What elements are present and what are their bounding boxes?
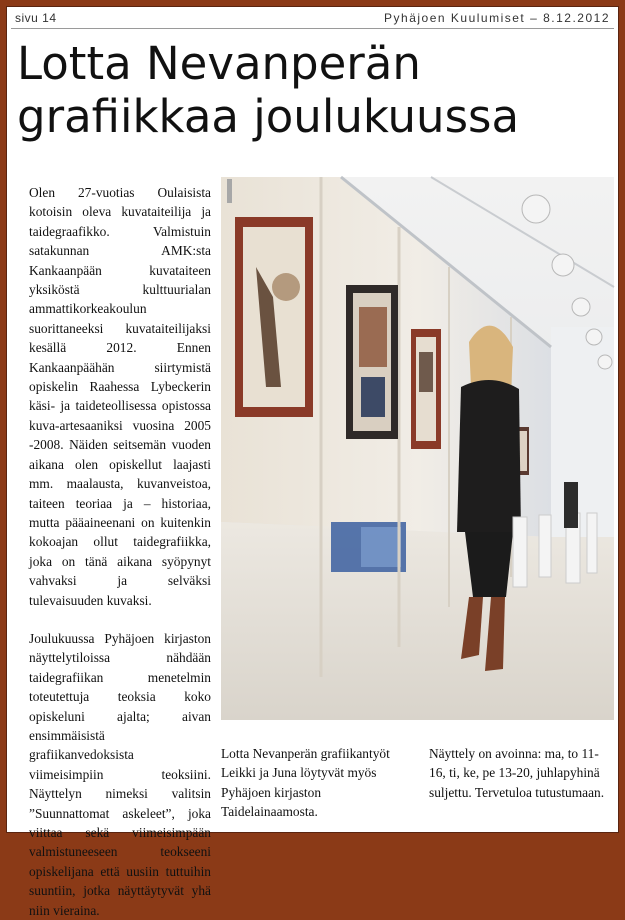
article-headline: Lotta Nevanperän grafiikkaa joulukuussa <box>17 37 520 143</box>
body-paragraph-2: Joulukuussa Pyhäjoen kirjaston näyttelytiloissa nähdään taidegrafiikan menetelmin toteutettuja teoksia koko opiskeluni ajalta; aivan ensimmäisistä grafiikanvedoksista viimeisimpiin teoksiini. Näyttelyn nimeksi valitsin ”Suunnattomat askeleet”, joka viittaa sekä viimeisimpään valmistuneeseen teokseeni opiskelijana että uusiin tuttuihin suuntiin, jotka näyttäytyvät yhä niin vieraina. <box>29 630 211 918</box>
photo-caption: Lotta Nevanperän grafiikantyöt Leikki ja Juna löytyvät myös Pyhäjoen kirjaston Taidelainaamosta. <box>221 746 390 820</box>
newspaper-page <box>6 6 619 918</box>
body-paragraph-1: Olen 27-vuotias Oulaisista kotoisin oleva kuvataiteilija ja taidegraafikko. Valmistuin satakunnan AMK:sta Kankaanpään kuvataiteen yksiköstä kulttuurialan ammattikorkeakoulun suorittaneeksi kuvataiteilijaksi kesällä 2012. Ennen Kankaanpäähän siirtymistä opiskelin Raahessa Lybeckerin käsi- ja taideteollisessa opistossa kuva-artesaaniksi vuosina 2005 -2008. Näiden seitsemän vuoden aikana olen opiskellut laajasti mm. maalausta, kuvanveistoa, taiteen teoriaa ja – historiaa, mutta pääaineenani on kuitenkin kokoajan ollut taidegrafiikka, joka on tänä aikana syöpynyt vahvaksi ja selväksi tulevaisuuden kuvaksi. <box>29 185 211 608</box>
gallery-floor <box>221 522 614 720</box>
opening-hours-caption: Näyttely on avoinna: ma, to 11-16, ti, ke, pe 13-20, juhlapyhinä suljettu. Tervetuloa tutustumaan. <box>429 746 605 800</box>
photo-corner-marker <box>227 179 232 203</box>
page-number: sivu 14 <box>15 11 57 25</box>
artwork-2 <box>346 285 398 439</box>
exhibition-photo <box>221 177 614 720</box>
article-body <box>21 183 211 920</box>
header-rule <box>11 28 614 29</box>
publication-line: Pyhäjoen Kuulumiset – 8.12.2012 <box>384 11 610 25</box>
artwork-3 <box>411 329 441 449</box>
artwork-1 <box>235 217 313 417</box>
page-header <box>15 11 610 27</box>
